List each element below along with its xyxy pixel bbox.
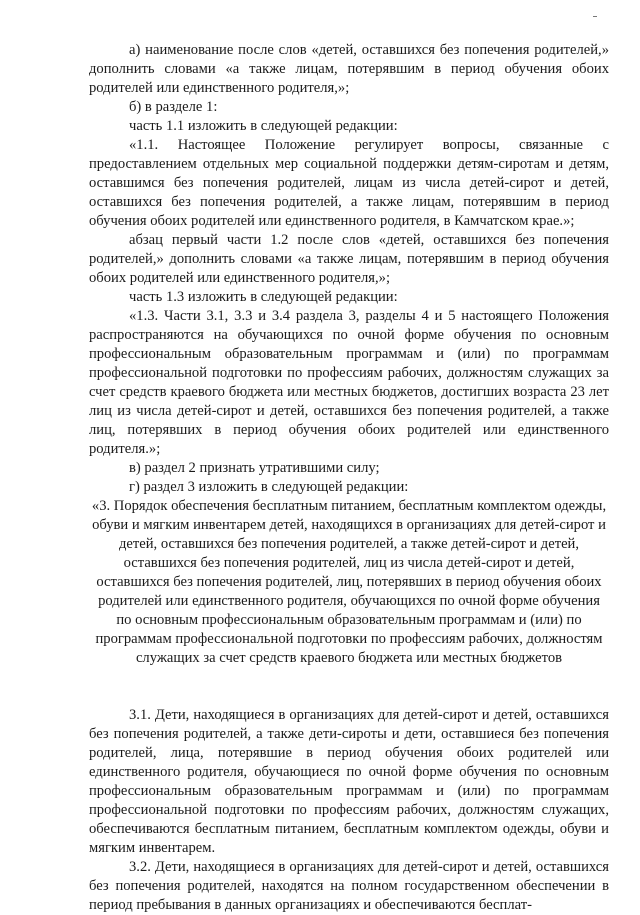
blank-line — [89, 687, 609, 706]
paragraph-part-1-1-intro: часть 1.1 изложить в следующей редакции: — [129, 118, 398, 134]
paragraph-item-a: а) наименование после слов «детей, оставшихся без попечения родителей,» дополнить словами «а также лицам, потерявшим в период обучения обоих родителей или единственного родителя,»; — [89, 42, 609, 96]
paragraph-part-1-3-intro: часть 1.3 изложить в следующей редакции: — [129, 289, 398, 305]
document-body — [89, 41, 609, 915]
blank-line — [89, 668, 609, 687]
paragraph-part-1-2: абзац первый части 1.2 после слов «детей, оставшихся без попечения родителей,» дополнить словами «а также лицам, потерявшим в период обучения обоих родителей или единственного родителя,»; — [89, 232, 609, 286]
paragraph-3-2: 3.2. Дети, находящиеся в организациях для детей-сирот и детей, оставшихся без попечения родителей, находятся на полном государственном обеспечении в период пребывания в данных организациях и обеспечиваются бесплат- — [89, 859, 609, 913]
paragraph-3-1: 3.1. Дети, находящиеся в организациях для детей-сирот и детей, оставшихся без попечения родителей, а также дети-сироты и дети, оставшиеся без попечения родителей, лица, потерявшие в период обучения обоих родителей или единственного родителя, обучающиеся по очной форме обучения по основным профессиональным образовательным программам и (или) по программам профессиональной подготовки по профессиям рабочих, должностям служащих, обеспечиваются бесплатным питанием, бесплатным комплектом одежды, обуви и мягким инвентарем. — [89, 707, 609, 856]
section-3-heading: «3. Порядок обеспечения бесплатным питанием, бесплатным комплектом одежды, обуви и мягким инвентарем детей, находящихся в организациях для детей-сирот и детей, оставшихся без попечения родителей, а также детей-сирот и детей, оставшихся без попечения родителей, лиц из числа детей-сирот и детей, оставшихся без попечения родителей, лиц, потерявших в период обучения обоих родителей или единственного родителя, обучающихся по очной форме обучения по основным профессиональным образовательным программам и (или) по программам профессиональной подготовки по профессиям рабочих, должностям служащих за счет средств краевого бюджета или местных бюджетов — [91, 498, 607, 666]
paragraph-item-v: в) раздел 2 признать утратившими силу; — [129, 460, 380, 476]
paragraph-item-b: б) в разделе 1: — [129, 99, 218, 115]
paragraph-part-1-1-text: «1.1. Настоящее Положение регулирует вопросы, связанные с предоставлением отдельных мер социальной поддержки детям-сиротам и детям, оставшимся без попечения родителей, лицам из числа детей-сирот и детей, оставшихся без попечения родителей, а также лицам, потерявшим в период обучения обоих родителей или единственного родителя, в Камчатском крае.»; — [89, 137, 609, 229]
paragraph-item-g: г) раздел 3 изложить в следующей редакции: — [129, 479, 409, 495]
scan-mark — [593, 16, 597, 17]
paragraph-part-1-3-text: «1.3. Части 3.1, 3.3 и 3.4 раздела 3, разделы 4 и 5 настоящего Положения распространяются на обучающихся по очной форме обучения по основным профессиональным образовательным программам и (или) по программам профессиональной подготовки по профессиям рабочих, должностям служащих за счет средств краевого бюджета или местных бюджетов, достигших возраста 23 лет лиц из числа детей-сирот и детей, оставшихся без попечения родителей, а также лиц, потерявших в период обучения обоих родителей или единственного родителя.»; — [89, 308, 609, 457]
